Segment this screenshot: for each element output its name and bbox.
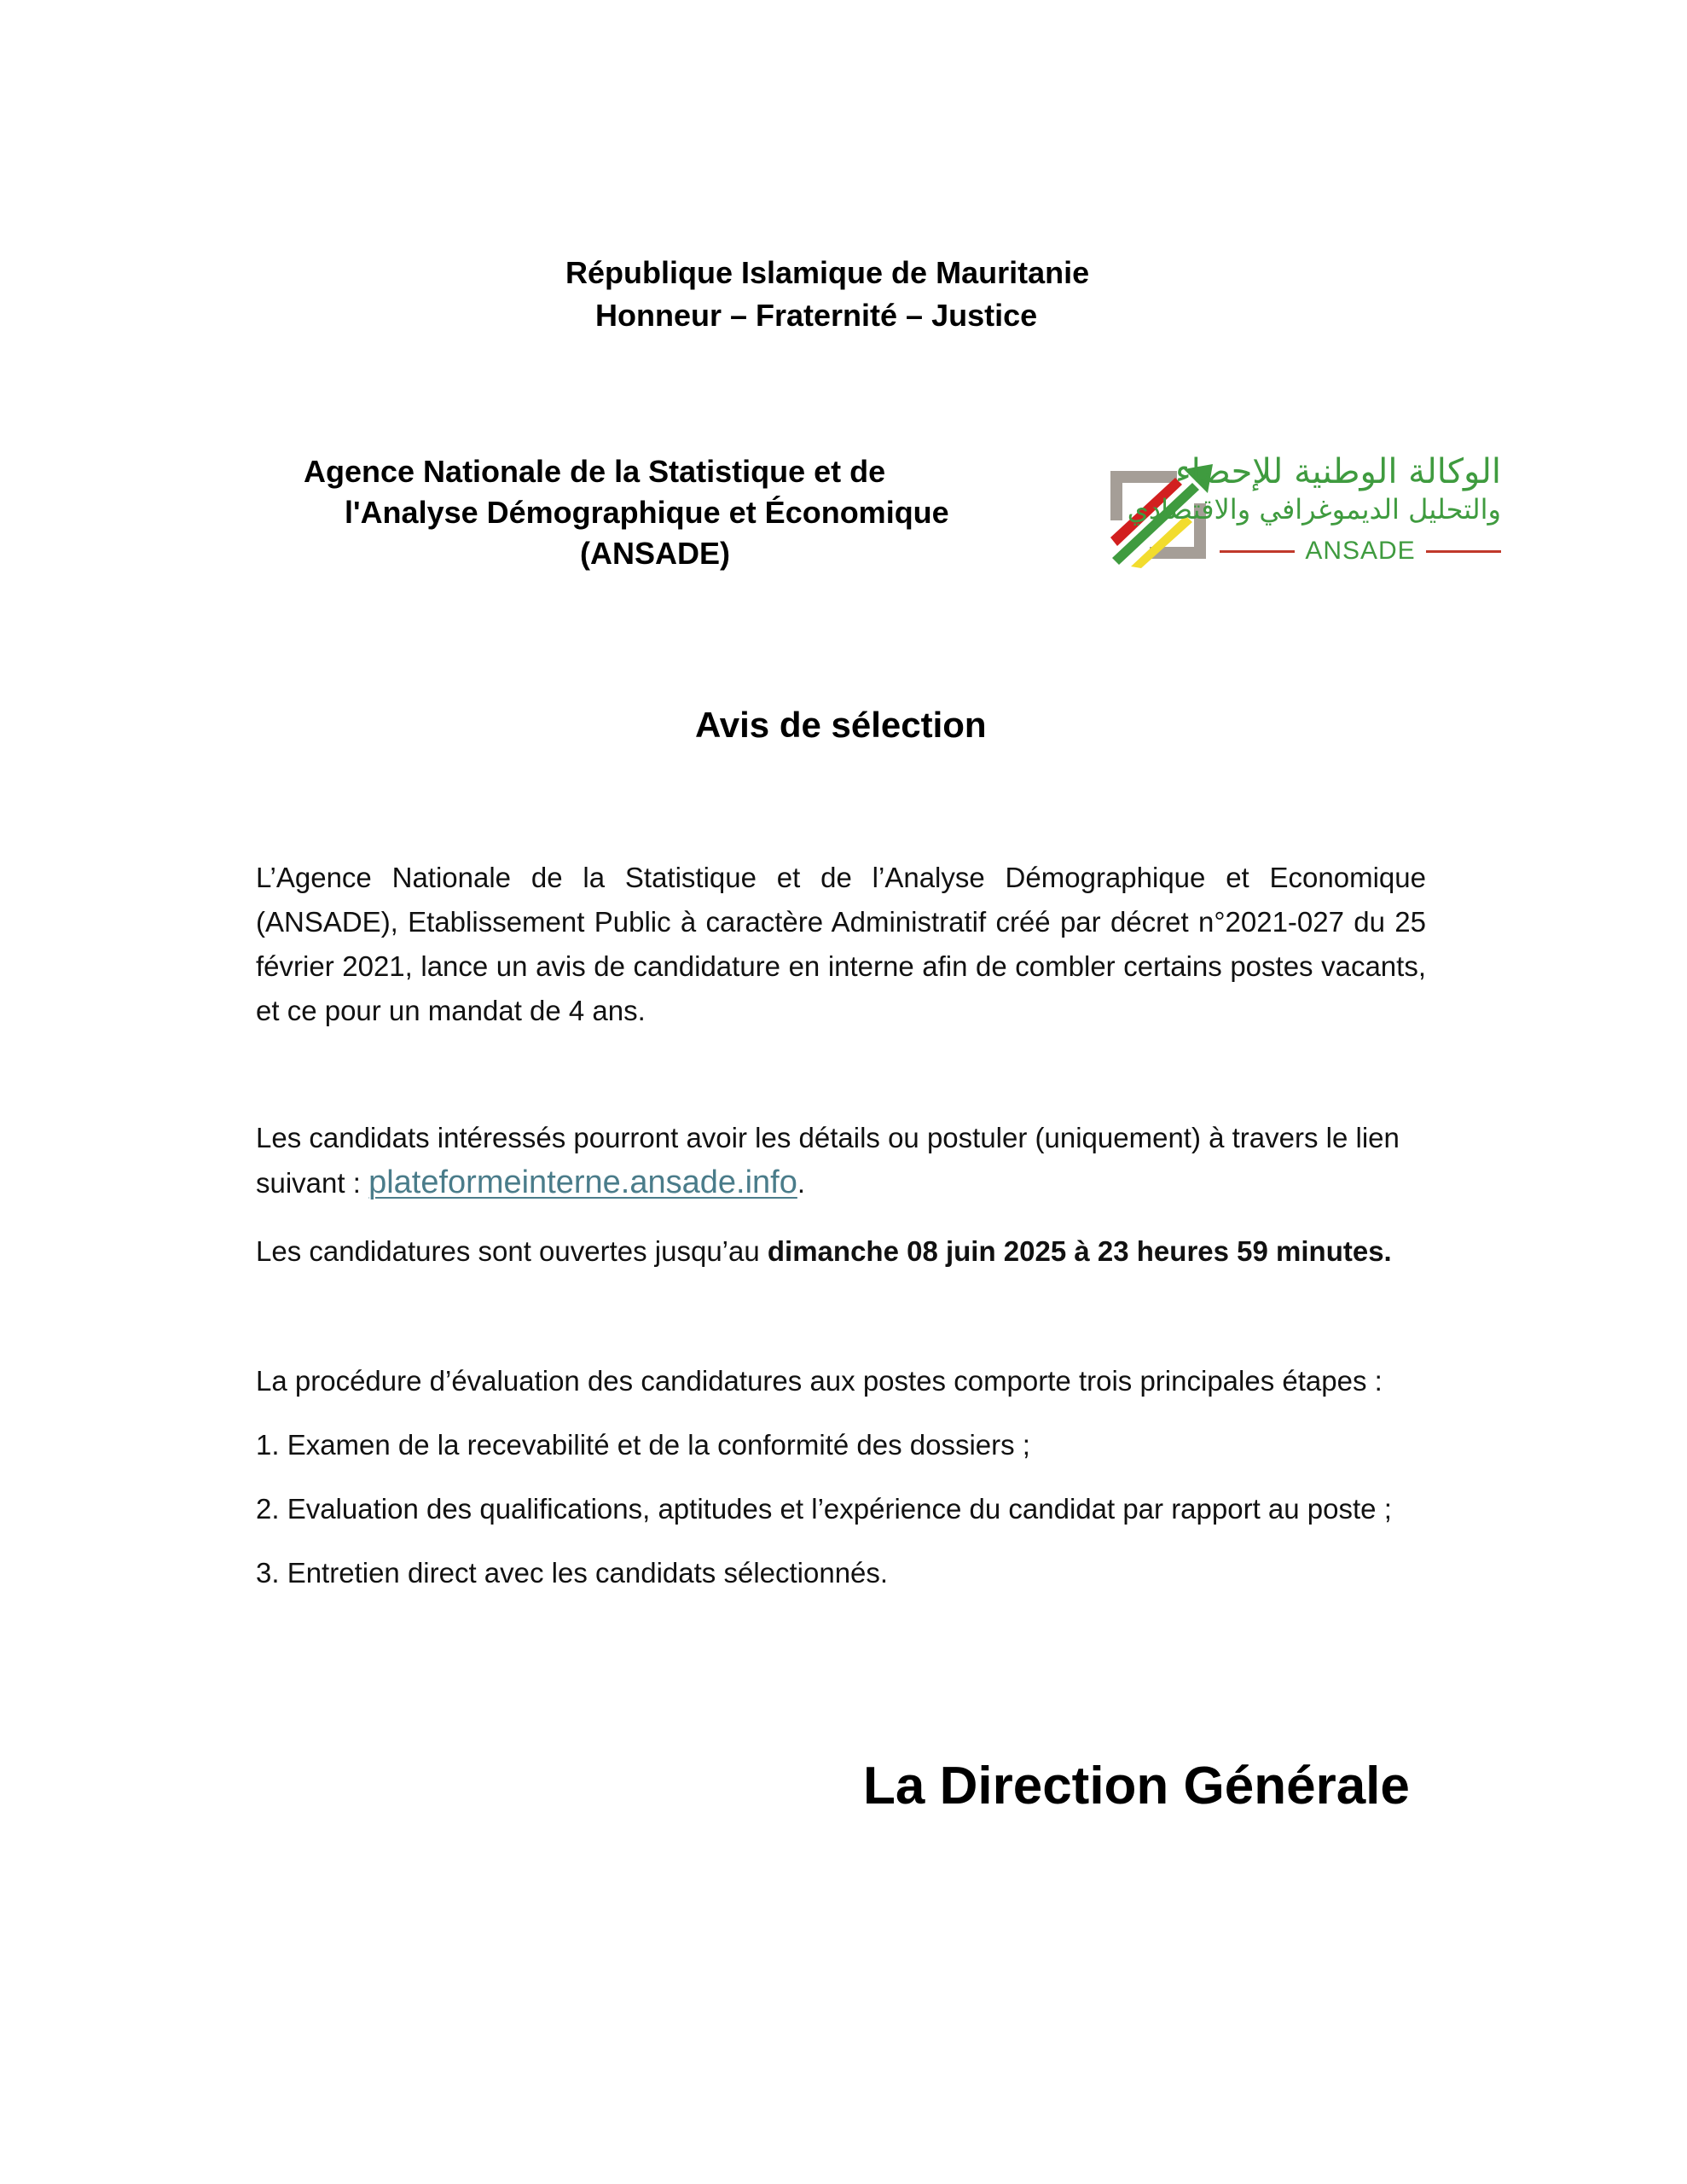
logo-acronym: ANSADE [1305,537,1416,565]
application-prefix: suivant : [256,1167,369,1199]
country-name: République Islamique de Mauritanie [565,255,1090,290]
logo-acronym-row [1220,536,1501,566]
application-text-line1: Les candidats intéressés pourront avoir les détails ou postuler (uniquement) à travers le lien [256,1122,1400,1153]
intro-paragraph: L’Agence Nationale de la Statistique et de l’Analyse Démographique et Economique (ANSADE), Etablissement Public à caractère Administratif créé par décret n°2021-027 du 25 février 2021, lance un avis de candidature en interne afin de combler certains postes vacants, et ce pour un mandat de 4 ans. [256,862,1426,1026]
deadline-prefix: Les candidatures sont ouvertes jusqu’au [256,1235,768,1267]
procedure-intro: La procédure d’évaluation des candidatures aux postes comporte trois principales étapes : [256,1365,1383,1397]
procedure-step-3: 3. Entretien direct avec les candidats sélectionnés. [256,1557,889,1589]
agency-name-line1: Agence Nationale de la Statistique et de [304,454,886,489]
deadline-line [256,1229,1392,1274]
application-text-line2 [256,1160,805,1205]
procedure-step-2: 2. Evaluation des qualifications, aptitudes et l’expérience du candidat par rapport au poste ; [256,1493,1392,1525]
logo-rule-left [1220,550,1295,553]
agency-name-line2: l'Analyse Démographique et Économique [345,495,949,530]
procedure-step-1: 1. Examen de la recevabilité et de la conformité des dossiers ; [256,1429,1030,1461]
national-motto: Honneur – Fraternité – Justice [595,298,1038,333]
logo-rule-right [1426,550,1501,553]
application-suffix: . [797,1167,806,1199]
logo-arabic-title: الوكالة الوطنية للإحصاء [1174,452,1501,491]
logo-arabic-subtitle: والتحليل الديموغرافي والاقتصادي [1127,493,1501,526]
ansade-logo [1100,452,1501,572]
agency-acronym: (ANSADE) [580,536,730,571]
deadline-date: dimanche 08 juin 2025 à 23 heures 59 minutes. [767,1235,1392,1267]
document-title: Avis de sélection [695,705,987,745]
platform-link[interactable]: plateformeinterne.ansade.info [368,1165,797,1200]
signature: La Direction Générale [863,1757,1410,1815]
